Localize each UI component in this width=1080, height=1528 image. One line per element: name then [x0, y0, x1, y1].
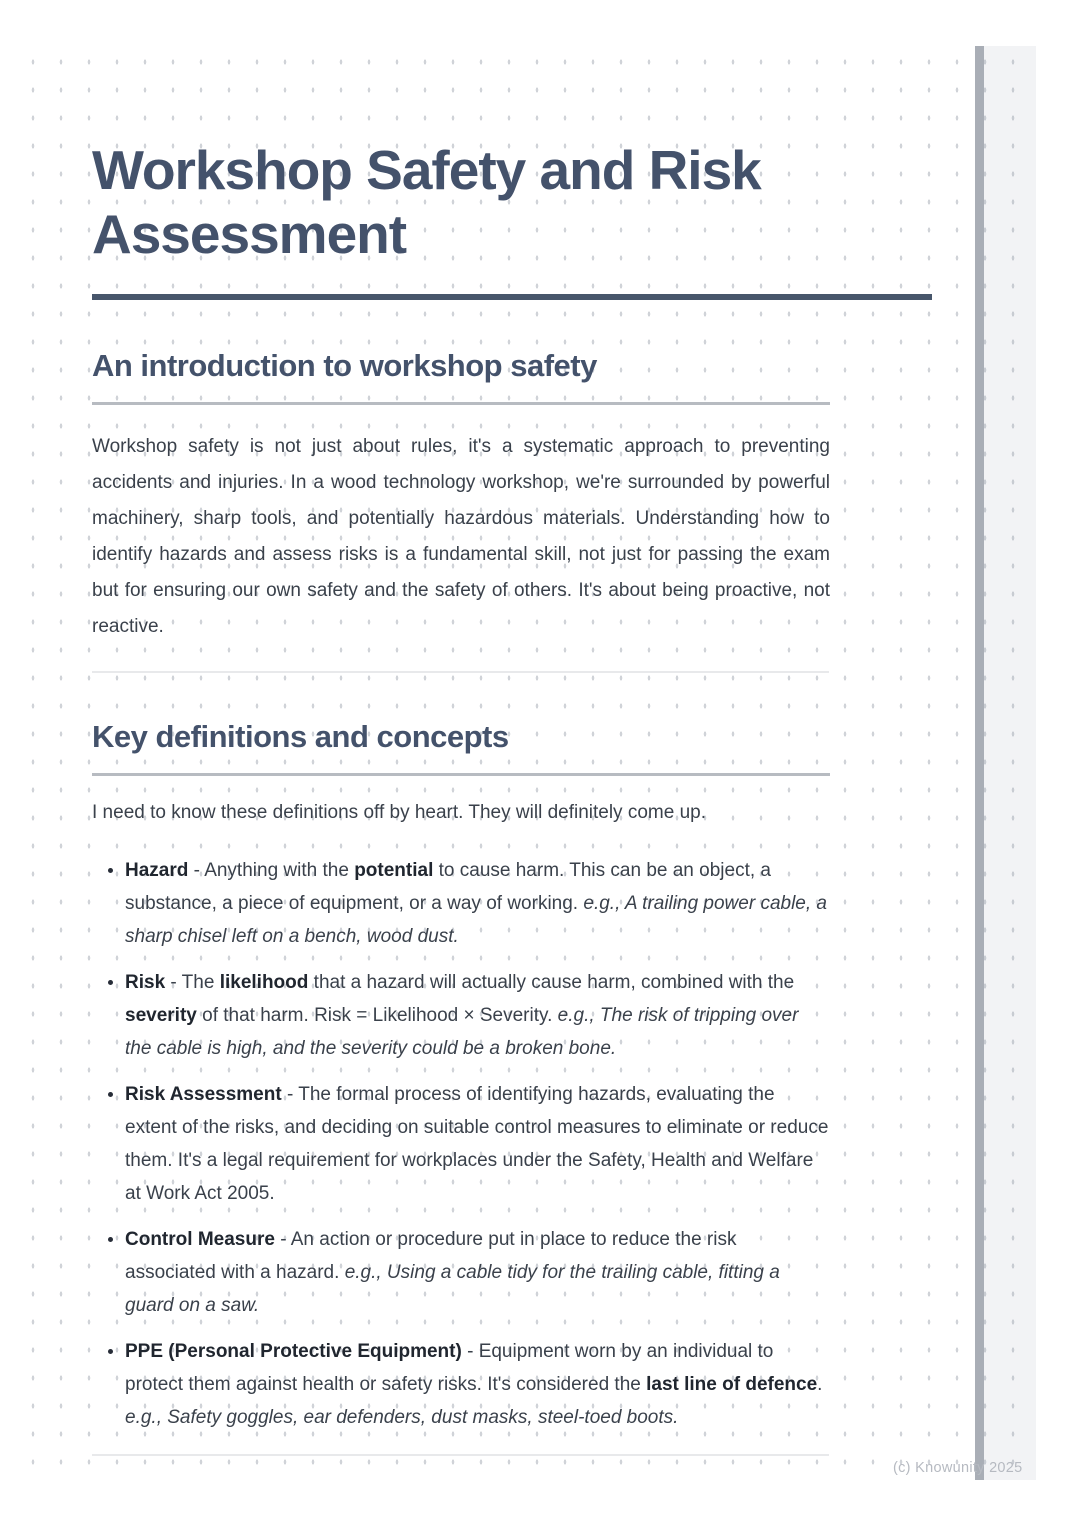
- title-rule-divider: [92, 294, 932, 300]
- section-heading-definitions: Key definitions and concepts: [92, 719, 509, 754]
- section-divider: [92, 671, 829, 673]
- introduction-paragraph: Workshop safety is not just about rules, it's a systematic approach to preventing accidents and injuries. In a wood technology workshop, we're surrounded by powerful machinery, sharp tools, and potentially hazardous materials. Understanding how to identify hazards and assess risks is a fundamental skill, not just for passing the exam but for ensuring our own safety and the safety of others. It's about being proactive, not reactive.: [92, 436, 830, 637]
- section-heading-introduction: An introduction to workshop safety: [92, 348, 597, 383]
- heading-underline: [92, 773, 830, 776]
- page-content: [92, 46, 830, 1456]
- section-divider: [92, 1454, 829, 1456]
- document-page: [30, 46, 1036, 1480]
- definition-item-risk-assessment: • Risk Assessment - The formal process of identifying hazards, evaluating the extent of the risks, and deciding on suitable control measures to eliminate or reduce them. It's a legal requirement for workplaces under the Safety, Health and Welfare at Work Act 2005.: [125, 1078, 830, 1210]
- next-page-edge: [984, 46, 1036, 1480]
- definition-item-ppe: • PPE (Personal Protective Equipment) - Equipment worn by an individual to protect them against health or safety risks. It's considered the last line of defence. e.g., Safety goggles, ear defenders, dust masks, steel-toed boots.: [125, 1335, 830, 1434]
- definitions-list: [92, 854, 830, 1434]
- heading-underline: [92, 402, 830, 405]
- definition-item-control-measure: • Control Measure - An action or procedure put in place to reduce the risk associated with a hazard. e.g., Using a cable tidy for the trailing cable, fitting a guard on a saw.: [125, 1223, 830, 1322]
- definition-item-hazard: • Hazard - Anything with the potential to cause harm. This can be an object, a substance, a piece of equipment, or a way of working. e.g., A trailing power cable, a sharp chisel left on a bench, wood dust.: [125, 854, 830, 953]
- page-scrollbar-thumb[interactable]: [975, 46, 984, 1480]
- document-title: Workshop Safety and Risk Assessment: [92, 139, 761, 265]
- definitions-intro-text: I need to know these definitions off by heart. They will definitely come up.: [92, 802, 706, 823]
- copyright-watermark: (c) Knowunity 2025: [893, 1460, 1023, 1476]
- definition-item-risk: • Risk - The likelihood that a hazard will actually cause harm, combined with the severity of that harm. Risk = Likelihood × Severity. e.g., The risk of tripping over the cable is high, and the severity could be a broken bone.: [125, 966, 830, 1065]
